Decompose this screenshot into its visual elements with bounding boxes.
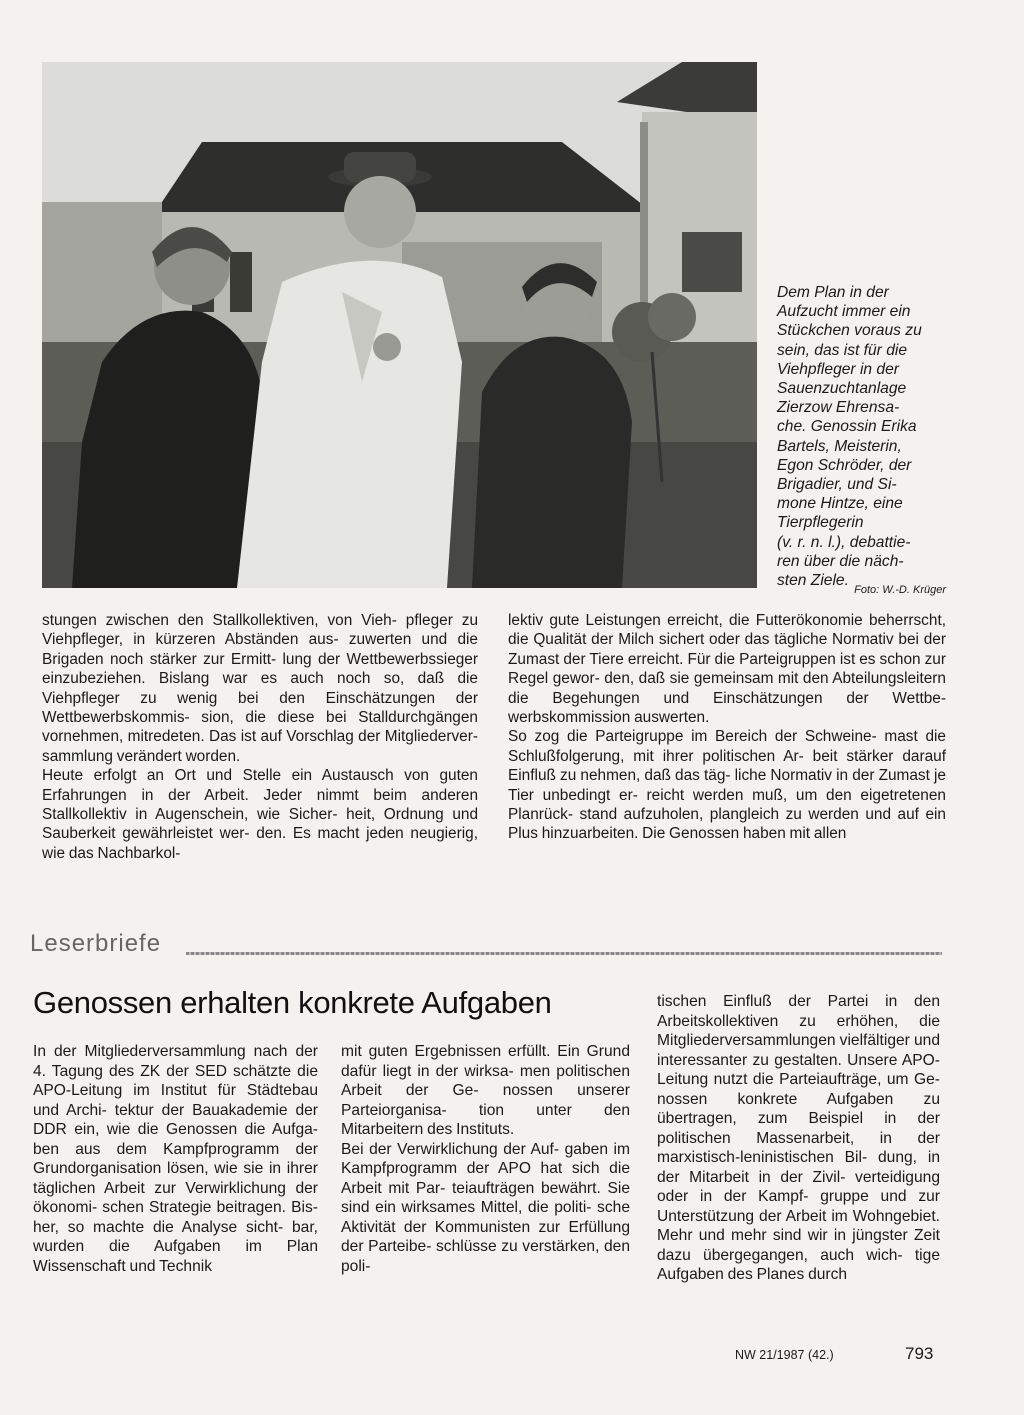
caption-line: sten Ziele. (777, 572, 849, 590)
caption-line: Zierzow Ehrensa- (777, 399, 900, 417)
paragraph: lektiv gute Leistungen erreicht, die Futterökonomie beherrscht, die Qualität der Milch sichert oder das tägliche Normativ bei der Zumast der Tiere erreicht. Für die Parteigruppen ist es schon zur Regel gewor- den, daß sie gemeinsam mit den Abteilungsleitern die Begehungen und Einschätzungen der Wettbe- werbskommission auswerten. (508, 612, 946, 727)
caption-line: Stückchen voraus zu (777, 322, 922, 340)
caption-line: Egon Schröder, der (777, 456, 912, 474)
article-column-1 (33, 1042, 318, 1276)
issue-reference: NW 21/1987 (42.) (735, 1348, 834, 1362)
paragraph: stungen zwischen den Stallkollektiven, von Vieh- pfleger zu Viehpfleger, in kürzeren Abständen aus- zuwerten und die Brigaden noch stärker zur Ermitt- lung der Wettbewerbssieger einzubeziehen. Bislang war es auch noch so, daß die Viehpfleger zu wenig bei den Einschätzungen der Wettbewerbskommis- sion, die diese bei Stalldurchgängen vornehmen, mitredeten. Das ist auf Vorschlag der Mitgliederver- sammlung verändert worden. (42, 612, 478, 765)
article-column-2 (341, 1042, 630, 1276)
photo-three-people-farmyard-icon (42, 62, 757, 588)
paragraph: mit guten Ergebnissen erfüllt. Ein Grund dafür liegt in der wirksa- men politischen Arbeit der Ge- nossen unserer Parteiorganisa- tion unter den Mitarbeitern des Instituts. (341, 1043, 630, 1138)
paragraph: So zog die Parteigruppe im Bereich der Schweine- mast die Schlußfolgerung, mit ihrer politischen Ar- beit stärker darauf Einfluß zu nehmen, daß das täg- liche Normativ in der Zumast je Tier unbedingt er- reicht werden muß, um den eigetretenen Planrück- stand aufzuholen, plangleich zu werden und auf ein Plus hinzuarbeiten. Die Genossen haben mit allen (508, 728, 946, 843)
page-number: 793 (905, 1344, 934, 1363)
article-photo (42, 62, 757, 588)
caption-line: Aufzucht immer ein (777, 303, 911, 321)
caption-line: (v. r. n. l.), debattie- (777, 533, 911, 551)
article-headline: Genossen erhalten konkrete Aufgaben (33, 985, 552, 1020)
caption-line: sein, das ist für die (777, 341, 908, 359)
section-divider (186, 952, 942, 955)
caption-line: mone Hintze, eine (777, 495, 903, 513)
caption-line: Viehpfleger in der (777, 360, 899, 378)
photo-caption (777, 283, 982, 590)
caption-line: ren über die näch- (777, 552, 904, 570)
caption-line: Sauenzuchtanlage (777, 380, 907, 398)
caption-line: che. Genossin Erika (777, 418, 917, 436)
section-label: Leserbriefe (30, 930, 162, 957)
paragraph: In der Mitgliederversammlung nach der 4. Tagung des ZK der SED schätzte die APO-Leitung im Institut für Städtebau und Archi- tektur der Bauakademie der DDR ein, wie die Genossen die Aufga- ben aus dem Kampfprogramm der Grundorganisation lösen, wie sie in ihrer täglichen Arbeit zur Verwirklichung der ökonomi- schen Strategie beitragen. Bis- her, so machte die Analyse sicht- bar, wurden die Aufgaben im Plan Wissenschaft und Technik (33, 1043, 318, 1275)
article-column-3 (657, 992, 940, 1285)
caption-line: Dem Plan in der (777, 284, 889, 301)
paragraph: tischen Einfluß der Partei in den Arbeitskollektiven zu erhöhen, die Mitgliederversammlungen vielfältiger und interessanter zu gestalten. Unsere APO-Leitung nutzt die Parteiaufträge, um Ge- nossen konkrete Aufgaben zu übertragen, zum Beispiel in der politischen Massenarbeit, in der marxistisch-leninistischen Bil- dung, in der Mitarbeit in der Zivil- verteidigung oder in der Kampf- gruppe und zur Unterstützung der Arbeit im Wohngebiet. Mehr und mehr sind wir in jüngster Zeit dazu übergegangen, auch wich- tige Aufgaben des Planes durch (657, 993, 940, 1283)
caption-line: Bartels, Meisterin, (777, 437, 902, 455)
caption-line: Brigadier, und Si- (777, 476, 897, 494)
caption-line: Tierpflegerin (777, 514, 864, 532)
paragraph: Bei der Verwirklichung der Auf- gaben im Kampfprogramm der APO hat sich die Arbeit mit Par- teiaufträgen bewährt. Sie sind ein wirksames Mittel, die politi- sche Aktivität der Kommunisten zur Erfüllung der Parteibe- schlüsse zu verstärken, den poli- (341, 1140, 630, 1275)
photo-credit: Foto: W.-D. Krüger (854, 584, 946, 596)
top-article-left-column (42, 611, 478, 863)
paragraph: Heute erfolgt an Ort und Stelle ein Austausch von guten Erfahrungen in der Arbeit. Jeder nimmt beim anderen Stallkollektiv in Augenschein, wie Sicher- heit, Ordnung und Sauberkeit gewährleistet wer- den. Es macht jeden neugierig, wie das Nachbarkol- (42, 767, 478, 862)
top-article-right-column (508, 611, 946, 844)
